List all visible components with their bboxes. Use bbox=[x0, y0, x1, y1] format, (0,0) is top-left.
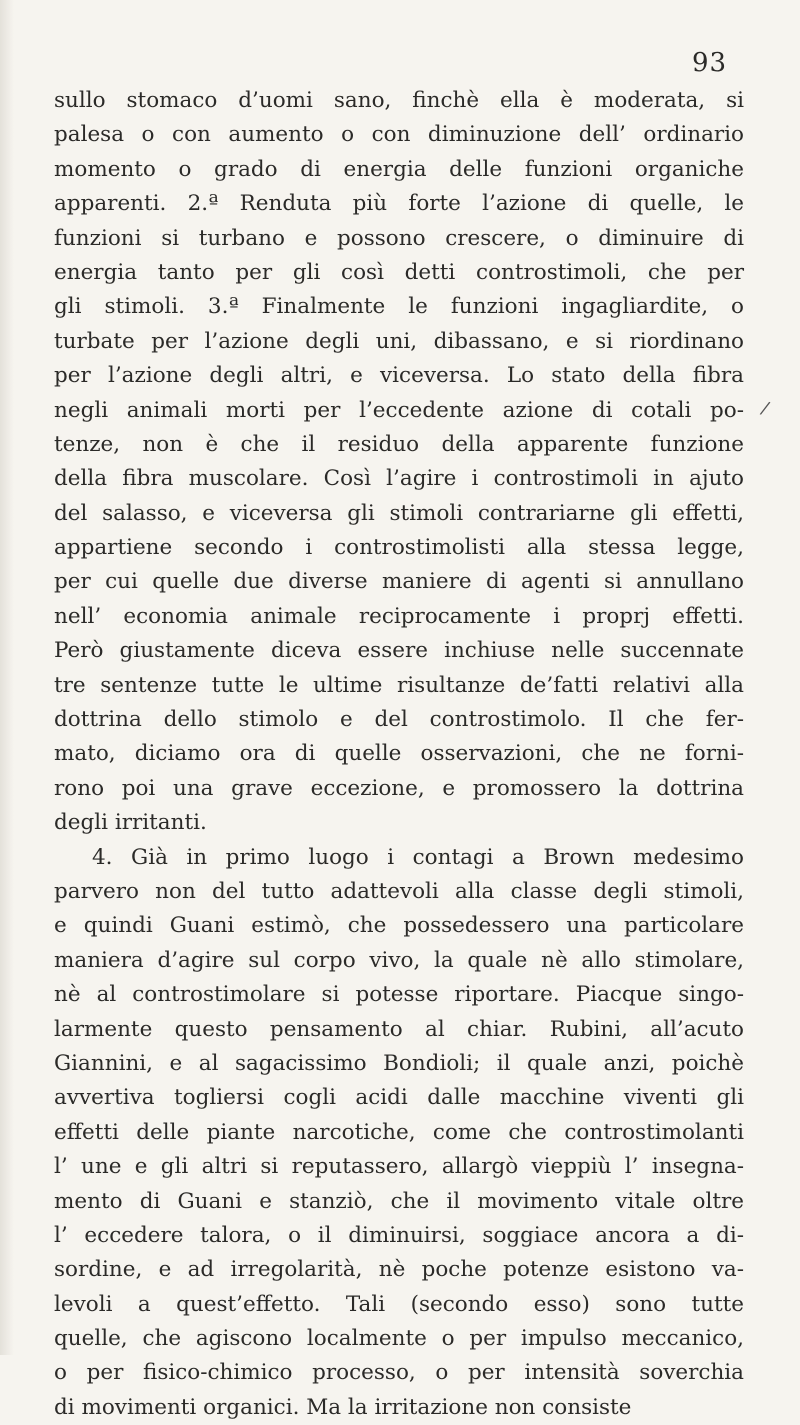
text-line: di movimenti organici. Ma la irritazione non consiste bbox=[54, 1394, 632, 1420]
text-line: negli animali morti per l’eccedente azione di cotali po- bbox=[54, 397, 744, 423]
text-line: della fibra muscolare. Così l’agire i controstimoli in ajuto bbox=[54, 466, 744, 492]
text-line: mato, diciamo ora di quelle osservazioni, che ne forni- bbox=[54, 741, 744, 767]
text-line: sullo stomaco d’uomi sano, finchè ella è moderata, si bbox=[54, 88, 744, 113]
text-line: l’ une e gli altri si reputassero, allargò vieppiù l’ insegna- bbox=[54, 1154, 744, 1180]
text-line: per cui quelle due diverse maniere di agenti si annullano bbox=[54, 569, 744, 595]
text-line: avvertiva togliersi cogli acidi dalle macchine viventi gli bbox=[54, 1085, 744, 1111]
text-line: per l’azione degli altri, e viceversa. Lo stato della fibra bbox=[54, 363, 744, 389]
text-line: appartiene secondo i controstimolisti alla stessa legge, bbox=[54, 535, 744, 561]
text-line: Giannini, e al sagacissimo Bondioli; il quale anzi, poichè bbox=[54, 1050, 744, 1076]
text-line: energia tanto per gli così detti controstimoli, che per bbox=[54, 259, 744, 285]
text-line: nè al controstimolare si potesse riportare. Piacque singo- bbox=[54, 982, 744, 1008]
text-line: turbate per l’azione degli uni, dibassano, e si riordinano bbox=[54, 328, 744, 354]
text-line: quelle, che agiscono localmente o per impulso meccanico, bbox=[54, 1326, 744, 1352]
text-line: dottrina dello stimolo e del controstimolo. Il che fer- bbox=[54, 707, 744, 733]
text-line: tre sentenze tutte le ultime risultanze de’fatti relativi alla bbox=[54, 672, 744, 698]
text-line: l’ eccedere talora, o il diminuirsi, soggiace ancora a di- bbox=[54, 1222, 744, 1248]
text-line: funzioni si turbano e possono crescere, o diminuire di bbox=[54, 225, 744, 251]
text-line: maniera d’agire sul corpo vivo, la quale nè allo stimolare, bbox=[54, 947, 744, 973]
text-line: palesa o con aumento o con diminuzione dell’ ordinario bbox=[54, 122, 744, 148]
text-line: 4. Già in primo luogo i contagi a Brown medesimo bbox=[92, 844, 744, 870]
text-line: sordine, e ad irregolarità, nè poche potenze esistono va- bbox=[54, 1257, 744, 1283]
page-gutter bbox=[0, 0, 14, 1355]
text-line: Però giustamente diceva essere inchiuse nelle succennate bbox=[54, 638, 744, 664]
text-line: mento di Guani e stanziò, che il movimento vitale oltre bbox=[54, 1188, 744, 1214]
margin-mark: / bbox=[758, 397, 772, 420]
page-number: 93 bbox=[692, 48, 728, 78]
text-line: e quindi Guani estimò, che possedessero una particolare bbox=[54, 913, 744, 939]
text-line: degli irritanti. bbox=[54, 810, 207, 836]
text-line: larmente questo pensamento al chiar. Rubini, all’acuto bbox=[54, 1016, 744, 1042]
body-text bbox=[54, 84, 744, 1425]
text-line: parvero non del tutto adattevoli alla classe degli stimoli, bbox=[54, 878, 744, 904]
text-line: momento o grado di energia delle funzioni organiche bbox=[54, 156, 744, 182]
text-line: levoli a quest’effetto. Tali (secondo esso) sono tutte bbox=[54, 1291, 744, 1317]
text-line: o per fisico-chimico processo, o per intensità soverchia bbox=[54, 1360, 744, 1386]
text-line: effetti delle piante narcotiche, come che controstimolanti bbox=[54, 1119, 744, 1145]
text-line: apparenti. 2.ª Renduta più forte l’azione di quelle, le bbox=[54, 191, 744, 217]
text-line: gli stimoli. 3.ª Finalmente le funzioni ingagliardite, o bbox=[54, 294, 744, 320]
text-line: rono poi una grave eccezione, e promossero la dottrina bbox=[54, 775, 744, 801]
text-line: nell’ economia animale reciprocamente i proprj effetti. bbox=[54, 603, 744, 629]
text-line: tenze, non è che il residuo della apparente funzione bbox=[54, 431, 744, 457]
text-line: del salasso, e viceversa gli stimoli contrariarne gli effetti, bbox=[54, 500, 744, 526]
